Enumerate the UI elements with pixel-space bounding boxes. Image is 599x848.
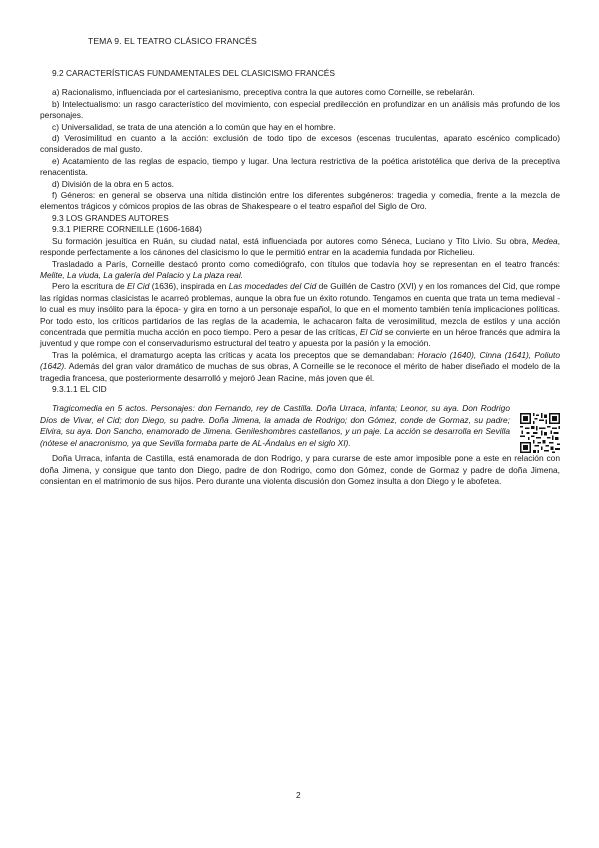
- section-heading-9-2: 9.2 CARACTERÍSTICAS FUNDAMENTALES DEL CLASICISMO FRANCÉS: [52, 68, 335, 78]
- paragraph-plot-summary: Doña Urraca, infanta de Castilla, está enamorada de don Rodrigo, y para curarse de este amor imposible pone a este en relación con doña Jimena, y consigue que tanto don Diego, padre de don Rodrigo, como don Gómez, conde de Gormaz y padre de doña Jimena, consientan en el matrimonio de sus hijos. Pero durante una violenta discusión don Gomez insulta a don Diego y le abofetea.: [40, 453, 560, 487]
- text-run: y: [183, 269, 193, 280]
- paragraph-f: f) Géneros: en general se observa una nítida distinción entre los diferentes subgéneros: tragedia y comedia, frente a la mezcla de elementos trágicos y cómicos propios de las obras de Shakespeare o el teatro español del Siglo de Oro.: [40, 190, 560, 212]
- paragraph-polemica: [40, 350, 560, 384]
- section-heading-9-3: 9.3 LOS GRANDES AUTORES: [52, 212, 169, 223]
- paragraph-el-cid-writing: [40, 281, 560, 349]
- paragraph-corneille-formation: [40, 236, 560, 259]
- section-heading-9-3-1: 9.3.1 PIERRE CORNEILLE (1606-1684): [52, 224, 202, 235]
- work-title-el-cid: El Cid: [359, 326, 383, 337]
- page-number: 2: [296, 790, 301, 800]
- text-run: Además del gran valor dramático de muchas de sus obras, A Corneille se le reconoce el mérito de haber diseñado el modelo de la tragedia francesa, que posteriormente desarrolló y mejoró Jean Racine, más joven que él.: [40, 361, 560, 383]
- paragraph-c: c) Universalidad, se trata de una atención a lo común que hay en el hombre.: [52, 121, 336, 132]
- section-heading-9-3-1-1: 9.3.1.1 EL CID: [52, 383, 107, 394]
- paragraph-a: a) Racionalismo, influenciada por el cartesianismo, preceptiva contra la que autores como Corneille, se rebelarán.: [52, 87, 475, 98]
- text-run: (1636), inspirada en: [149, 281, 229, 292]
- work-title-medea: Medea: [532, 235, 558, 246]
- text-run: de Guillén de Castro (XVI) y en los romances del Cid, que rompe las rígidas normas clasicistas le acarreó problemas, aunque la obra fue un éxito rotundo. Tengamos en cuenta que trata un tema medieval -lo cual es muy insólito para la época- y gira en torno a un personaje español, lo que en el momento también tenía implicaciones políticas. Por todo esto, los críticos partidarios de las reglas de la academia, le achacaron falta de verosimilitud, mezcla de estilos y una acción concentrada que permitía mucha acción en poco tiempo. Pero a pesar de las críticas,: [40, 281, 560, 337]
- work-titles: Melite, La viuda, La galería del Palacio: [40, 269, 184, 280]
- paragraph-d-division: d) División de la obra en 5 actos.: [52, 178, 174, 189]
- paragraph-corneille-paris: [40, 259, 560, 282]
- work-title-plaza-real: La plaza real.: [192, 269, 244, 280]
- paragraph-b: b) Intelectualismo: un rasgo característico del movimiento, con especial predilección en profundizar en un análisis más profundo de los personajes.: [40, 98, 560, 121]
- page-content: [40, 68, 560, 488]
- cast-list: Tragicomedia en 5 actos. Personajes: don Fernando, rey de Castilla. Doña Urraca, infanta; Leonor, su aya. Don Rodrigo Díos de Vivar, el Cid; don Diego, su padre. Doña Jimena, la amada de Rodrigo; don Gómez, conde de Gormaz, su padre; Elvira, su aya. Don Sancho, enamorado de Jimena. Genileshombres castellanos, y un paje. La acción se desarrolla en Sevilla (nótese el anacronismo, ya que Sevilla formaba parte de AL-Ándalus en el siglo XI).: [40, 403, 510, 448]
- work-title-mocedades: Las mocedades del Cid: [228, 281, 317, 292]
- text-run: Tras la polémica, el dramaturgo acepta las críticas y acata los preceptos que se demandaban:: [52, 349, 418, 360]
- work-titles-tragedies: Horacio (1640), Cinna (1641), Poliuto (1642).: [40, 349, 560, 372]
- text-run: Su formación jesuítica en Ruán, su ciudad natal, está influenciada por autores como Séneca, Luciano y Tito Livio. Su obra,: [52, 235, 533, 246]
- work-title-el-cid: El Cid: [127, 281, 150, 292]
- page-header: TEMA 9. EL TEATRO CLÁSICO FRANCÉS: [88, 36, 257, 46]
- text-run: se convierte en un héroe francés que admira la juventud y que rompe con el conservadurismo estructural del teatro y apuesta por la pasión y la emoción.: [40, 326, 560, 349]
- text-run: Pero la escritura de: [52, 281, 128, 292]
- qr-code-icon[interactable]: [520, 413, 560, 453]
- text-run: Trasladado a París, Corneille destacó pronto como comediógrafo, con títulos que todavía hoy se representan en el teatro francés:: [52, 258, 560, 269]
- el-cid-cast-block: [40, 403, 560, 453]
- paragraph-e: e) Acatamiento de las reglas de espacio, tiempo y lugar. Una lectura restrictiva de la poética aristotélica que deriva de la preceptiva renacentista.: [40, 155, 560, 178]
- text-run: , responde perfectamente a los cánones del clasicismo lo que le permitió entrar en la academia fundada por Richelieu.: [40, 235, 560, 258]
- paragraph-d-verosimilitud: d) Verosimilitud en cuanto a la acción: exclusión de todo tipo de excesos (escenas truculentas, aparato escénico complicado) considerados de mal gusto.: [40, 133, 560, 155]
